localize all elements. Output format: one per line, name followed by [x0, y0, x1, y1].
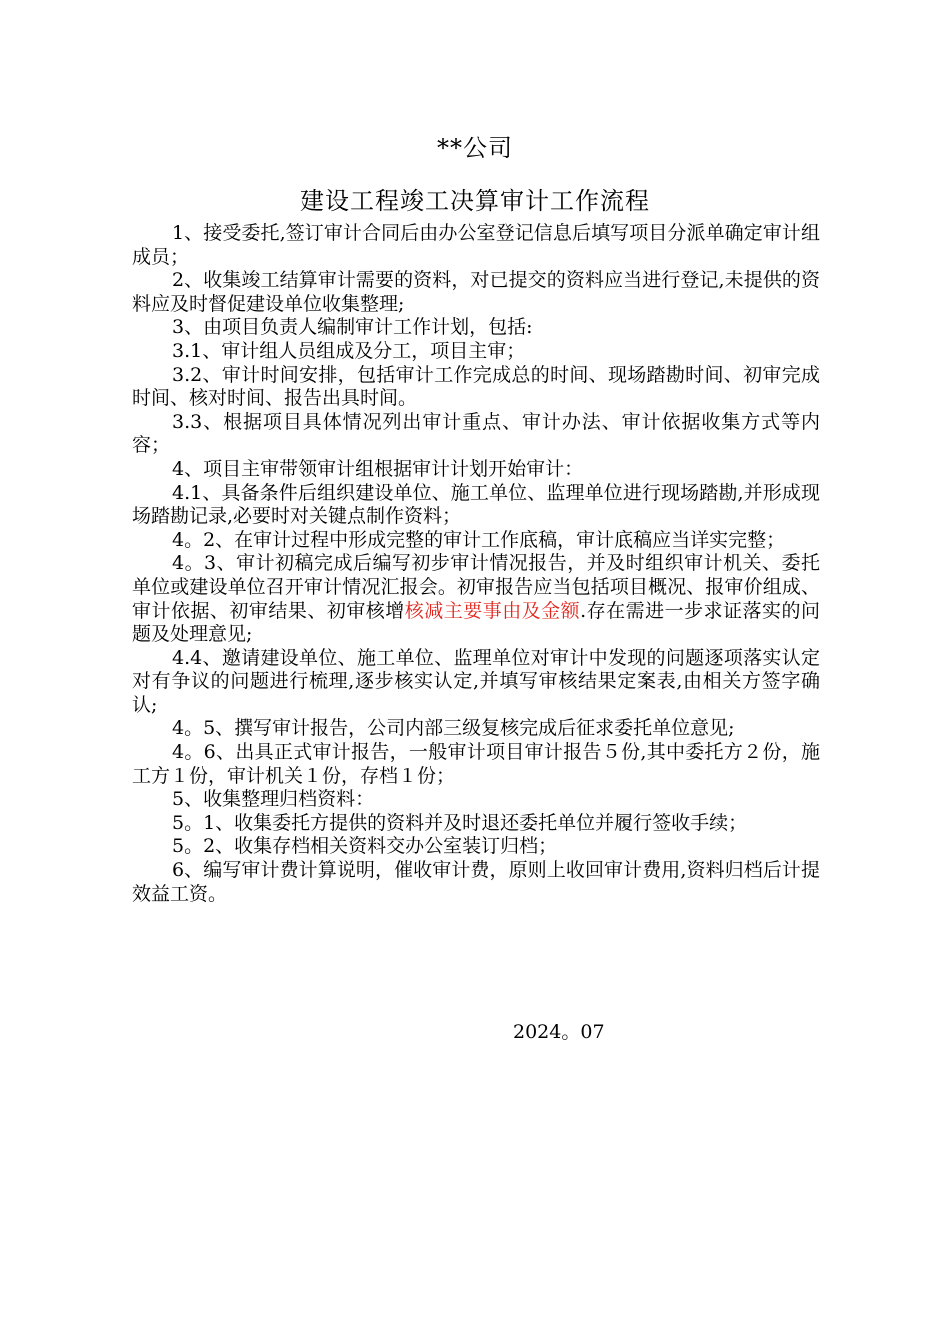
paragraph: 3、由项目负责人编制审计工作计划，包括:: [172, 316, 533, 339]
highlighted-text: 核减主要事由及金额: [404, 599, 581, 622]
paragraph-text: 4。3、审计初稿完成后编写初步审计情况报告，并及时组织审计机关、委托单位或建设单位召开审计情况汇报会。初审报告应当包括项目概况、报审价组成、审计依据、初审结果、初审核增: [132, 552, 820, 622]
paragraph: 4。5、撰写审计报告，公司内部三级复核完成后征求委托单位意见;: [172, 717, 735, 740]
document-body: [132, 222, 820, 906]
paragraph-with-highlight: [132, 552, 820, 646]
paragraph: 5。2、收集存档相关资料交办公室装订归档；: [172, 835, 558, 858]
paragraph: 3.3、根据项目具体情况列出审计重点、审计办法、审计依据收集方式等内容；: [132, 410, 820, 457]
paragraph: 1、接受委托,签订审计合同后由办公室登记信息后填写项目分派单确定审计组成员；: [132, 222, 820, 268]
paragraph: 5、收集整理归档资料：: [172, 788, 375, 811]
document-title: 建设工程竣工决算审计工作流程: [300, 187, 650, 215]
paragraph: 4。6、出具正式审计报告，一般审计项目审计报告５份,其中委托方２份，施工方１份，审计机关１份，存档１份；: [132, 741, 820, 787]
paragraph: 5。1、收集委托方提供的资料并及时退还委托单位并履行签收手续；: [172, 811, 748, 834]
paragraph: 4、项目主审带领审计组根据审计计划开始审计：: [172, 457, 584, 480]
paragraph: 4.1、具备条件后组织建设单位、施工单位、监理单位进行现场踏勘,并形成现场踏勘记录,必要时对关键点制作资料；: [132, 481, 820, 528]
paragraph: 4.4、邀请建设单位、施工单位、监理单位对审计中发现的问题逐项落实认定对有争议的问题进行梳理,逐步核实认定,并填写审核结果定案表,由相关方签字确认;: [132, 646, 820, 716]
paragraph: 2、收集竣工结算审计需要的资料，对已提交的资料应当进行登记,未提供的资料应及时督促建设单位收集整理;: [132, 269, 820, 315]
paragraph: 3.1、审计组人员组成及分工，项目主审；: [172, 339, 526, 362]
paragraph: 3.2、审计时间安排，包括审计工作完成总的时间、现场踏勘时间、初审完成时间、核对时间、报告出具时间。: [132, 363, 820, 410]
document-date: 2024。07: [513, 1021, 605, 1043]
paragraph: 6、编写审计费计算说明，催收审计费，原则上收回审计费用,资料归档后计提效益工资。: [132, 859, 820, 905]
paragraph: 4。2、在审计过程中形成完整的审计工作底稿，审计底稿应当详实完整；: [172, 528, 786, 551]
company-name: **公司: [437, 134, 513, 162]
paragraph-text: .存在需进一步求证落实的问题及处理意见;: [132, 599, 820, 646]
